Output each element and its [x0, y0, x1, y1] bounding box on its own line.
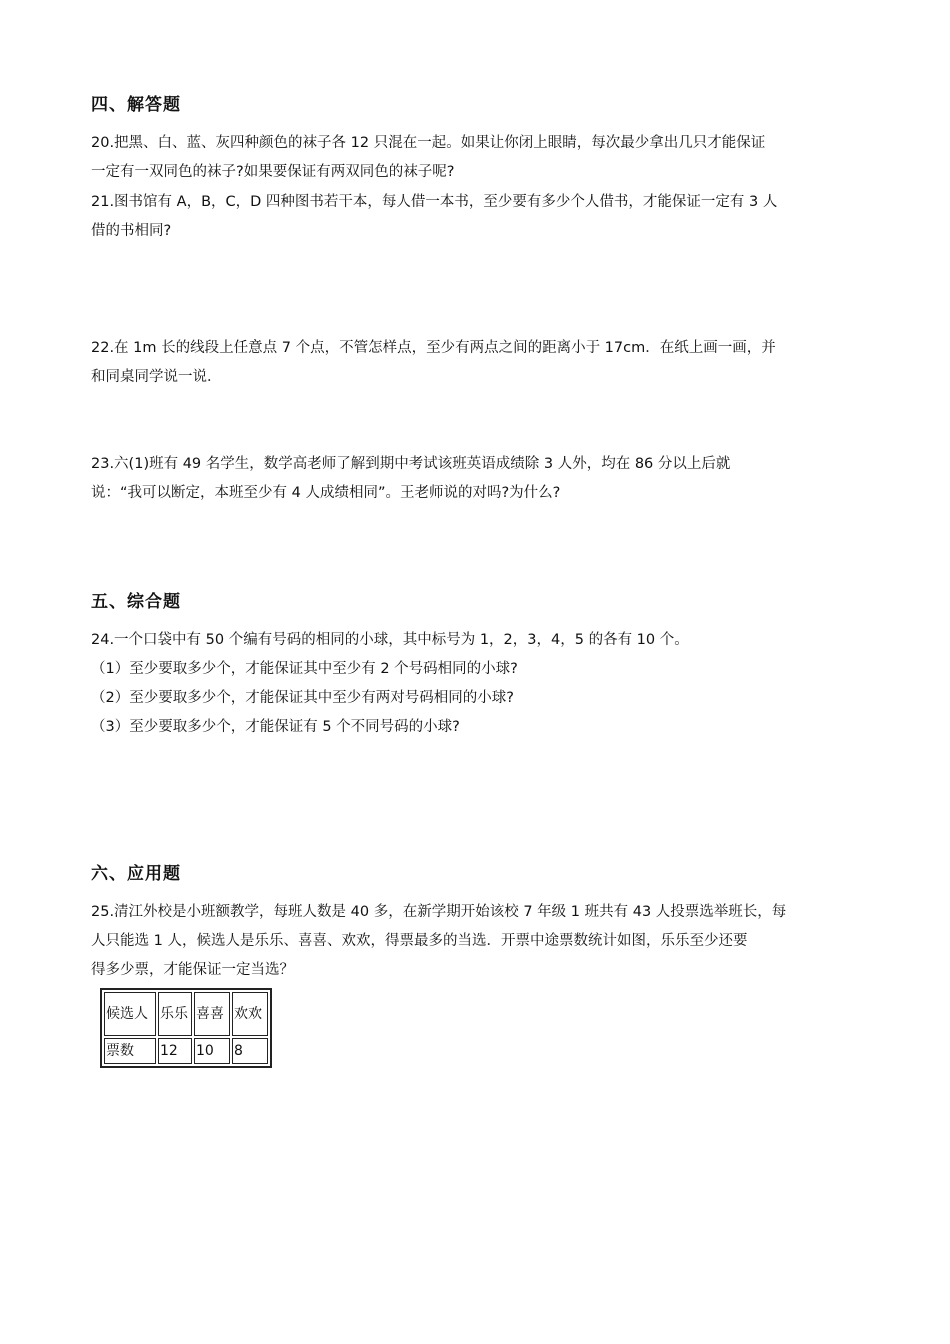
- question-24-line-1: 24.一个口袋中有 50 个编有号码的相同的小球，其中标号为 1，2，3，4，5 的各有 10 个。: [91, 632, 689, 648]
- table-cell: 乐乐: [158, 992, 192, 1036]
- question-22-line-1: 22.在 1m 长的线段上任意点 7 个点，不管怎样点，至少有两点之间的距离小于 17cm．在纸上画一画，并: [91, 340, 776, 356]
- table-cell: 10: [194, 1038, 230, 1064]
- section-heading-4: 四、解答题: [91, 95, 181, 115]
- table-cell: 欢欢: [232, 992, 268, 1036]
- question-23-line-1: 23.六(1)班有 49 名学生，数学高老师了解到期中考试该班英语成绩除 3 人外，均在 86 分以上后就: [91, 456, 731, 472]
- table-cell: 票数: [104, 1038, 156, 1064]
- question-20-line-1: 20.把黑、白、蓝、灰四种颜色的袜子各 12 只混在一起。如果让你闭上眼睛，每次最少拿出几只才能保证: [91, 135, 766, 151]
- section-heading-5: 五、综合题: [91, 592, 181, 612]
- table-cell: 喜喜: [194, 992, 230, 1036]
- table-cell: 12: [158, 1038, 192, 1064]
- table-cell: 候选人: [104, 992, 156, 1036]
- question-21-line-1: 21.图书馆有 A，B，C，D 四种图书若干本，每人借一本书，至少要有多少个人借书，才能保证一定有 3 人: [91, 194, 778, 210]
- question-22-line-2: 和同桌同学说一说．: [91, 369, 222, 385]
- table-row: [104, 1038, 268, 1064]
- question-23-line-2: 说：“我可以断定，本班至少有 4 人成绩相同”。王老师说的对吗?为什么?: [91, 485, 561, 501]
- question-24-sub-3: （3）至少要取多少个，才能保证有 5 个不同号码的小球?: [91, 719, 460, 735]
- question-24-sub-2: （2）至少要取多少个，才能保证其中至少有两对号码相同的小球?: [91, 690, 514, 706]
- question-24-sub-1: （1）至少要取多少个，才能保证其中至少有 2 个号码相同的小球?: [91, 661, 518, 677]
- question-25-line-2: 人只能选 1 人，候选人是乐乐、喜喜、欢欢，得票最多的当选．开票中途票数统计如图，乐乐至少还要: [91, 933, 748, 949]
- question-21-line-2: 借的书相同?: [91, 223, 172, 239]
- question-25-line-3: 得多少票，才能保证一定当选？: [91, 962, 294, 978]
- question-20-line-2: 一定有一双同色的袜子?如果要保证有两双同色的袜子呢?: [91, 164, 455, 180]
- section-heading-6: 六、应用题: [91, 864, 181, 884]
- question-25-line-1: 25.清江外校是小班额教学，每班人数是 40 多，在新学期开始该校 7 年级 1 班共有 43 人投票选举班长，每: [91, 904, 787, 920]
- vote-count-table: [100, 988, 272, 1068]
- table-cell: 8: [232, 1038, 268, 1064]
- table-header-row: [104, 992, 268, 1036]
